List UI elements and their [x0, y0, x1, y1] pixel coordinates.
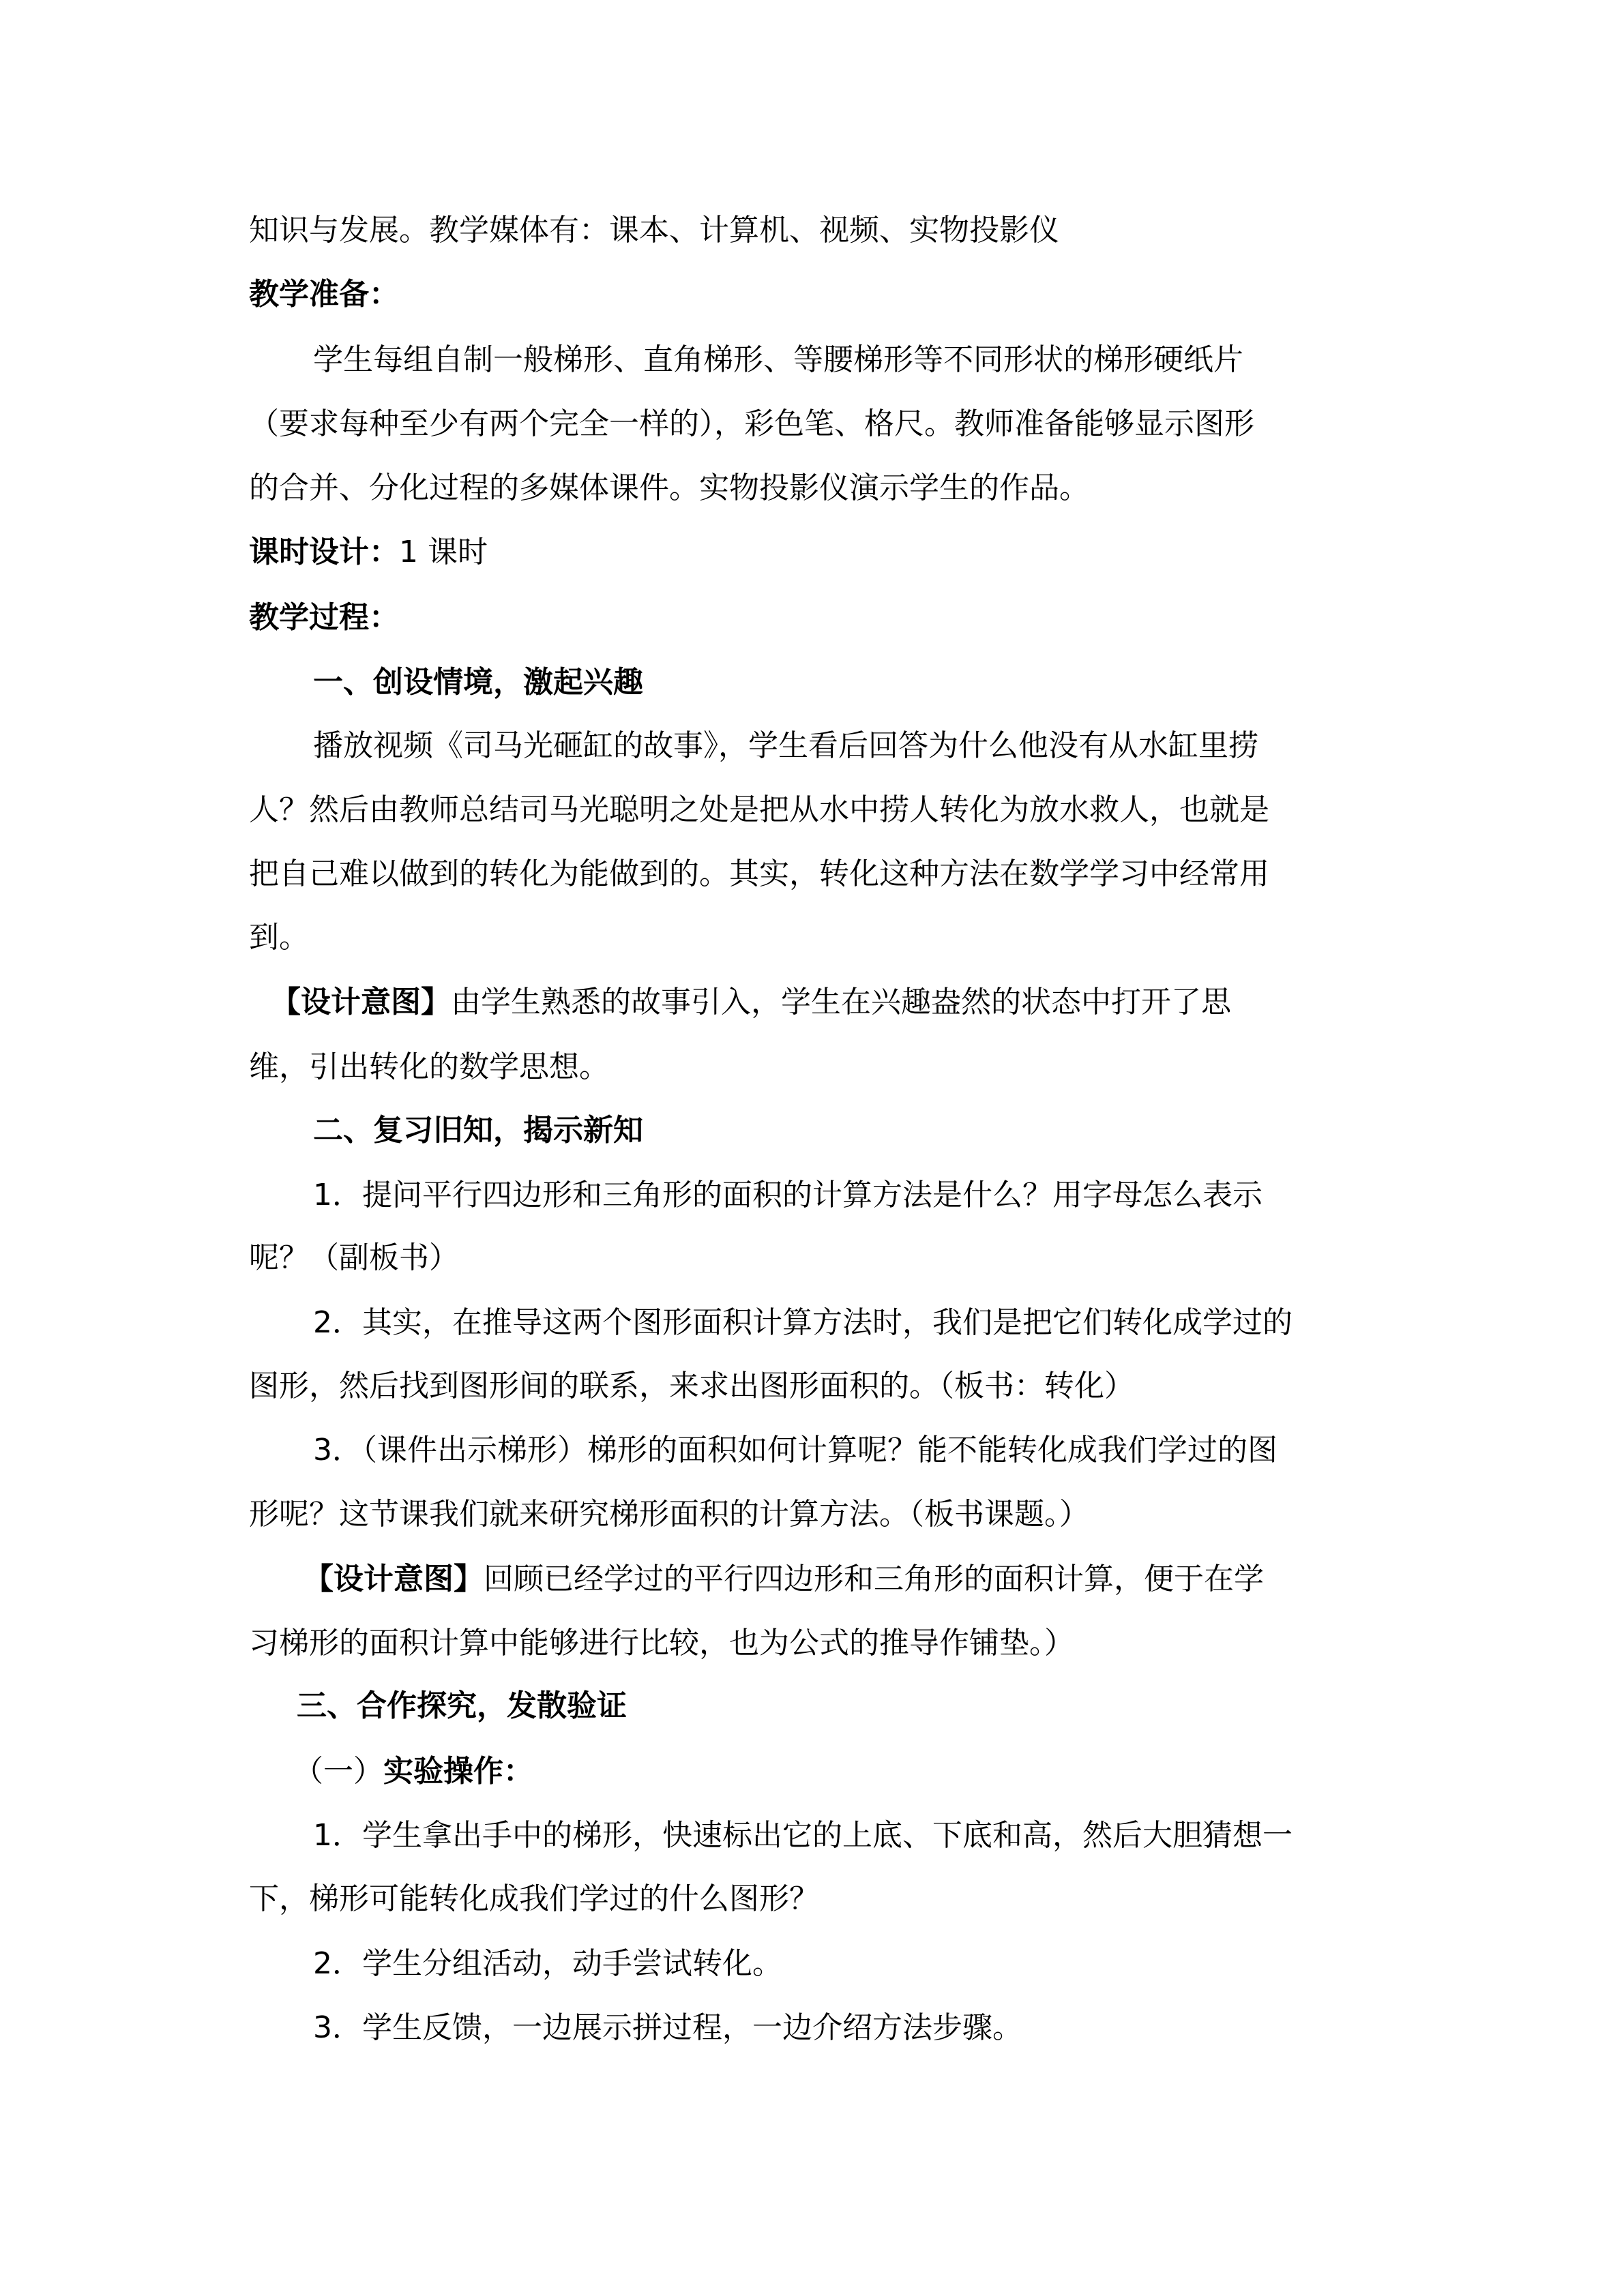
- section2-line: 2．其实，在推导这两个图形面积计算方法时，我们是把它们转化成学过的: [313, 1305, 1293, 1340]
- section2-title: 二、复习旧知，揭示新知: [313, 1113, 643, 1148]
- section1-intent-line: 维，引出转化的数学思想。: [249, 1049, 609, 1084]
- period-value: 1 课时: [399, 535, 488, 569]
- section2-line: 1．提问平行四边形和三角形的面积的计算方法是什么？用字母怎么表示: [313, 1178, 1263, 1212]
- section3-title: 三、合作探究，发散验证: [297, 1688, 627, 1723]
- section1-line: 播放视频《司马光砸缸的故事》，学生看后回答为什么他没有从水缸里捞: [313, 728, 1258, 763]
- section3-line: 1．学生拿出手中的梯形，快速标出它的上底、下底和高，然后大胆猜想一: [313, 1818, 1293, 1853]
- period-line: [249, 532, 488, 573]
- section1-line: 人？然后由教师总结司马光聪明之处是把从水中捞人转化为放水救人，也就是: [249, 792, 1269, 827]
- section2-line: 图形，然后找到图形间的联系，来求出图形面积的。（板书：转化）: [249, 1369, 1134, 1403]
- section3-subheading: [293, 1751, 533, 1792]
- intent-text: 回顾已经学过的平行四边形和三角形的面积计算，便于在学: [484, 1562, 1264, 1596]
- intent-text: 由学生熟悉的故事引入，学生在兴趣盎然的状态中打开了思: [451, 985, 1231, 1019]
- period-label: 课时设计：: [249, 535, 399, 569]
- intent-label: 【设计意图】: [271, 985, 451, 1019]
- media-line: 知识与发展。教学媒体有：课本、计算机、视频、实物投影仪: [249, 213, 1059, 248]
- section3-line: 2．学生分组活动，动手尝试转化。: [313, 1946, 782, 1981]
- prep-heading: 教学准备：: [249, 277, 399, 312]
- section2-line: 3．（课件出示梯形）梯形的面积如何计算呢？能不能转化成我们学过的图: [313, 1433, 1278, 1467]
- prep-line: 学生每组自制一般梯形、直角梯形、等腰梯形等不同形状的梯形硬纸片: [313, 342, 1243, 377]
- intent-label: 【设计意图】: [304, 1562, 484, 1596]
- section2-intent: [304, 1559, 1264, 1600]
- sub-prefix: （一）: [293, 1754, 383, 1789]
- section2-line: 呢？（副板书）: [249, 1240, 459, 1275]
- section1-intent: [271, 982, 1231, 1023]
- section2-intent-line: 习梯形的面积计算中能够进行比较，也为公式的推导作铺垫。）: [249, 1626, 1074, 1660]
- section3-line: 下，梯形可能转化成我们学过的什么图形？: [249, 1881, 819, 1916]
- process-heading: 教学过程：: [249, 600, 399, 635]
- sub-title: 实验操作：: [383, 1754, 533, 1789]
- section3-line: 3．学生反馈，一边展示拼过程，一边介绍方法步骤。: [313, 2010, 1022, 2045]
- section1-line: 到。: [249, 920, 309, 955]
- prep-line: 的合并、分化过程的多媒体课件。实物投影仪演示学生的作品。: [249, 471, 1089, 505]
- section1-line: 把自己难以做到的转化为能做到的。其实，转化这种方法在数学学习中经常用: [249, 856, 1269, 891]
- section1-title: 一、创设情境，激起兴趣: [313, 665, 643, 700]
- section2-line: 形呢？这节课我们就来研究梯形面积的计算方法。（板书课题。）: [249, 1497, 1089, 1532]
- prep-line: （要求每种至少有两个完全一样的），彩色笔、格尺。教师准备能够显示图形: [249, 406, 1254, 441]
